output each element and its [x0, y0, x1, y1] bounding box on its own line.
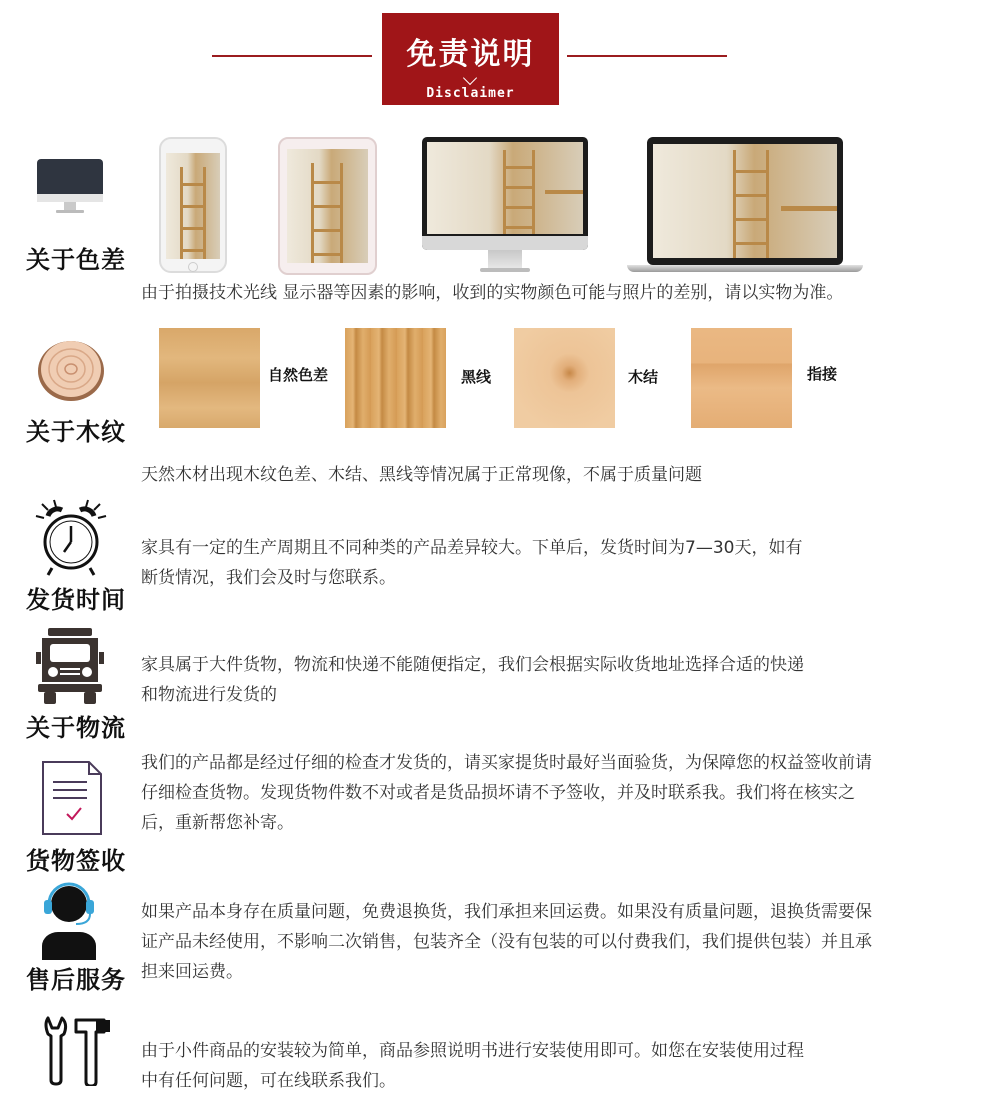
wood-sample-fingerjoint — [691, 328, 792, 428]
disclaimer-badge — [382, 13, 559, 105]
header-divider-left — [212, 55, 372, 57]
monitor-icon — [36, 158, 104, 220]
page-title: 免责说明 — [406, 37, 535, 72]
laptop-device-image — [627, 137, 863, 275]
logistics-line-2: 和物流进行发货的 — [141, 685, 277, 705]
tools-icon — [42, 1014, 112, 1090]
truck-icon — [36, 628, 104, 710]
wood-description: 天然木材出现木纹色差、木结、黑线等情况属于正常现像，不属于质量问题 — [141, 465, 702, 485]
wood-label-knot: 木结 — [628, 368, 659, 386]
headset-agent-icon — [38, 880, 100, 964]
section-label-logistics: 关于物流 — [26, 714, 126, 742]
wood-sample-blackline — [345, 328, 446, 428]
section-label-wood: 关于木纹 — [26, 418, 126, 446]
receipt-line-3: 后，重新帮您补寄。 — [141, 813, 294, 833]
wood-sample-natural — [159, 328, 260, 428]
receipt-line-2: 仔细检查货物。发现货物件数不对或者是货品损坏请不予签收，并及时联系我。我们将在核实之 — [141, 783, 855, 803]
receipt-line-1: 我们的产品都是经过仔细的检查才发货的，请买家提货时最好当面验货，为保障您的权益签收前请 — [141, 753, 872, 773]
alarm-clock-icon — [34, 498, 108, 582]
aftersales-line-3: 担来回运费。 — [141, 962, 243, 982]
section-label-aftersales: 售后服务 — [26, 966, 126, 994]
wood-label-blackline: 黑线 — [461, 368, 492, 386]
shipping-line-2: 断货情况，我们会及时与您联系。 — [141, 568, 396, 588]
install-line-1: 由于小件商品的安装较为简单，商品参照说明书进行安装使用即可。如您在安装使用过程 — [141, 1041, 804, 1061]
section-label-receipt: 货物签收 — [26, 847, 126, 875]
install-line-2: 中有任何问题，可在线联系我们。 — [141, 1071, 396, 1091]
section-label-shipping: 发货时间 — [26, 586, 126, 614]
wood-label-fingerjoint: 指接 — [807, 365, 838, 383]
page-subtitle: Disclaimer — [426, 86, 515, 101]
logistics-line-1: 家具属于大件货物，物流和快递不能随便指定，我们会根据实际收货地址选择合适的快递 — [141, 655, 804, 675]
document-check-icon — [41, 760, 105, 840]
color-description: 由于拍摄技术光线 显示器等因素的影响，收到的实物颜色可能与照片的差别，请以实物为准。 — [141, 283, 844, 303]
chevron-down-icon — [463, 71, 477, 85]
header-divider-right — [567, 55, 727, 57]
wood-slice-icon — [36, 337, 106, 407]
aftersales-line-1: 如果产品本身存在质量问题，免费退换货，我们承担来回运费。如果没有质量问题，退换货需要保 — [141, 902, 872, 922]
tablet-device-image — [278, 137, 377, 275]
shipping-line-1: 家具有一定的生产周期且不同种类的产品差异较大。下单后，发货时间为7—30天，如有 — [141, 538, 803, 558]
desktop-monitor-image — [422, 137, 588, 275]
aftersales-line-2: 证产品未经使用，不影响二次销售，包装齐全（没有包装的可以付费我们，我们提供包装）并且承 — [141, 932, 872, 952]
wood-label-natural: 自然色差 — [268, 366, 329, 384]
phone-device-image — [159, 137, 227, 273]
section-label-color: 关于色差 — [26, 246, 126, 274]
wood-sample-knot — [514, 328, 615, 428]
